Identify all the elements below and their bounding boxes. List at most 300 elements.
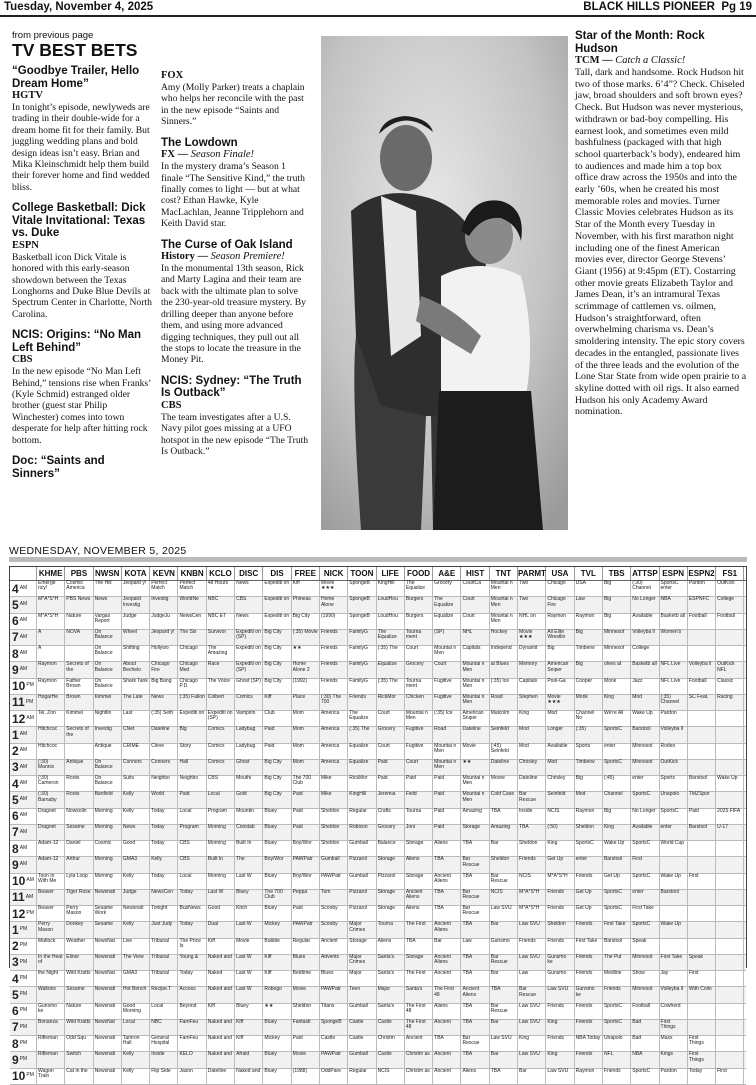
- hour-label: 6: [12, 614, 19, 629]
- listing-cell: Kings: [660, 1052, 688, 1067]
- listing-cell: (SP): [433, 630, 461, 645]
- story-body: Tall, dark and handsome. Rock Hudson hit two of those marks. 6’4”? Check. Chiseled jaw, broad shoulders and soft brown eyes? Check. But Hudson was never mysterious, withdrawn or bad-boy compelling. His earnest look, and sometimes even mild bashfulness (packaged with that high school quarterback’s body), endeared him to audiences and made him a top box office draw across the 1950s and into the early ’60s, when he created his most memorable roles and movies. Turner Classic Movies celebrates Hudson as its Star of the Month every Tuesday in November, with his first marathon night including one of the finest American movies ever, director George Stevens’ Giant (1956) at 9:45pm (ET). Costarring other movie greats Elizabeth Taylor and James Dean, it’s an intramural Texas scrimmage of cattlemen vs. oilmen, Hudson’s straightforward, often overwhelming charisma vs. Dean’s smoldering intensity. The epic story covers decades in the entangled, passionate lives of the three leads and the evolution of the Lone Star State from wide open prairie to a skyline dotted with oil rigs. It also earned Hudson his only Academy Award nomination.: [575, 67, 747, 418]
- listing-cell: SpongeB: [348, 597, 376, 612]
- listing-cell: Aliens: [433, 1004, 461, 1019]
- hour-label: 11: [12, 890, 25, 905]
- listing-cell: TBA: [433, 1036, 461, 1051]
- hour-label: 12: [12, 906, 26, 921]
- listing-cell: TBA: [433, 890, 461, 905]
- listing-cell: Paid: [688, 809, 716, 824]
- listing-cell: Today: [178, 890, 206, 905]
- grid-row: [10, 955, 746, 971]
- listing-cell: ★★: [461, 760, 489, 775]
- listing-cell: NCIS: [377, 1069, 405, 1084]
- listing-cell: Bar: [490, 1020, 518, 1035]
- ampm-label: PM: [19, 926, 28, 933]
- listing-cell: Odd Squ: [65, 1036, 93, 1051]
- tv-listings-grid: [9, 566, 747, 1084]
- listing-cell: [688, 630, 716, 645]
- listing-cell: On Balance: [94, 679, 122, 694]
- listing-cell: Amazing: [461, 809, 489, 824]
- listing-cell: Scooby: [320, 906, 348, 921]
- listing-cell: Aliens: [405, 906, 433, 921]
- listing-cell: NBC: [150, 1020, 178, 1035]
- listing-cell: PAWPatr: [292, 922, 320, 937]
- listing-cell: Mike: [320, 776, 348, 791]
- listing-cell: Paid: [292, 1036, 320, 1051]
- listing-cell: Morning: [207, 874, 235, 889]
- listing-cell: [716, 1020, 744, 1035]
- listing-cell: Big City: [263, 760, 291, 775]
- listing-cell: Mountai n Men: [490, 597, 518, 612]
- time-cell: [10, 597, 37, 612]
- listing-cell: Seinfeld: [546, 792, 574, 807]
- listing-cell: Nowsolin: [65, 809, 93, 824]
- listing-cell: Gumball: [348, 1004, 376, 1019]
- listing-cell: Local: [178, 874, 206, 889]
- listing-cell: Fugitive: [405, 744, 433, 759]
- listing-cell: Comics: [207, 760, 235, 775]
- hour-label: 2: [12, 939, 19, 954]
- story-network: [12, 240, 152, 252]
- listing-cell: College: [716, 597, 744, 612]
- listing-cell: Perfect Match: [150, 581, 178, 596]
- listing-cell: Ancient Aliens: [433, 955, 461, 970]
- listing-cell: WorldNe: [178, 597, 206, 612]
- listing-cell: Wake Up: [660, 874, 688, 889]
- listing-cell: First: [688, 971, 716, 986]
- grid-row: [10, 776, 746, 792]
- listing-cell: FamilyG: [348, 646, 376, 661]
- listing-cell: Perfect Match: [178, 581, 206, 596]
- listing-cell: Law SVU: [546, 987, 574, 1002]
- listing-cell: Equalize: [433, 614, 461, 629]
- listing-cell: Independ: [490, 646, 518, 661]
- listing-cell: Wake Up: [716, 776, 744, 791]
- listing-cell: The Put: [603, 955, 631, 970]
- listing-cell: Conners: [150, 760, 178, 775]
- best-bets-column-1: [12, 30, 152, 489]
- listing-cell: Daniel: [65, 841, 93, 856]
- listing-cell: FamFeu: [178, 1036, 206, 1051]
- listing-cell: Local: [207, 792, 235, 807]
- listing-cell: Titans: [320, 1004, 348, 1019]
- listing-cell: Mountai n Men: [433, 760, 461, 775]
- grid-row: [10, 874, 746, 890]
- listing-cell: TBA: [433, 906, 461, 921]
- channel-header: ESPN2: [688, 569, 715, 578]
- listing-cell: Friends: [575, 922, 603, 937]
- listing-cell: Castle: [348, 1020, 376, 1035]
- listing-cell: First: [631, 857, 659, 872]
- hour-label: 10: [12, 1069, 26, 1084]
- listing-cell: Local: [178, 809, 206, 824]
- listing-cell: (1992): [292, 679, 320, 694]
- listing-cell: Bedtime: [292, 971, 320, 986]
- listing-cell: Good: [207, 906, 235, 921]
- listing-cell: CBS: [207, 776, 235, 791]
- listing-cell: Barstool: [631, 727, 659, 742]
- listing-cell: Advents: [320, 955, 348, 970]
- listing-cell: About Bechelo: [122, 662, 150, 677]
- listing-cell: Amazing: [490, 825, 518, 840]
- listing-cell: Kelly: [122, 922, 150, 937]
- story-tag: Season Premiere!: [210, 251, 285, 263]
- listing-cell: Movie: [292, 987, 320, 1002]
- listing-cell: Paid: [292, 906, 320, 921]
- listing-cell: Comics: [207, 727, 235, 742]
- listing-cell: Speak: [688, 955, 716, 970]
- listing-cell: Volleyba ll: [660, 987, 688, 1002]
- listing-cell: Comics: [207, 744, 235, 759]
- listing-cell: Paid: [377, 776, 405, 791]
- listing-cell: The Late: [122, 695, 150, 710]
- listing-cell: Bonanza: [37, 1020, 65, 1035]
- listing-cell: Kelly: [122, 1052, 150, 1067]
- listing-cell: Expediti on: [178, 711, 206, 726]
- listing-cell: Bluey: [235, 890, 263, 905]
- channel-header: DISC: [235, 567, 263, 580]
- listing-cell: Mountai n Men: [461, 792, 489, 807]
- listing-cell: Dateline: [207, 1069, 235, 1084]
- listing-cell: NewsCen: [150, 890, 178, 905]
- listing-cell: Movie ★★★: [320, 581, 348, 596]
- time-cell: [10, 711, 37, 726]
- best-bets-column-2: [161, 70, 309, 466]
- listing-cell: Ladybug: [235, 744, 263, 759]
- listing-cell: Bluey: [263, 841, 291, 856]
- listing-cell: Naked: [207, 971, 235, 986]
- listing-cell: Chicago Med: [178, 662, 206, 677]
- listing-cell: SportsC: [631, 841, 659, 856]
- listing-cell: Equalize: [377, 662, 405, 677]
- ampm-label: AM: [19, 779, 28, 786]
- listing-cell: TBA: [461, 971, 489, 986]
- listing-cell: at Blues: [490, 662, 518, 677]
- listing-cell: Perry Mason: [65, 906, 93, 921]
- ampm-label: PM: [19, 1023, 28, 1030]
- time-cell: [10, 874, 37, 889]
- listing-cell: Ancient: [320, 939, 348, 954]
- listing-cell: SpongeB: [348, 581, 376, 596]
- listing-cell: Barstool: [603, 857, 631, 872]
- listing-cell: OutKick NFL: [716, 662, 744, 677]
- listing-cell: Gunsmo: [490, 939, 518, 954]
- time-cell: [10, 646, 37, 661]
- listing-cell: Court: [461, 597, 489, 612]
- listing-cell: The Equalize: [377, 630, 405, 645]
- listing-cell: Paid: [405, 776, 433, 791]
- listing-cell: SportsC: [660, 809, 688, 824]
- listing-cell: SportsC: [575, 841, 603, 856]
- listing-cell: Good Morning: [122, 1004, 150, 1019]
- story-title: Doc: “Saints and Sinners”: [12, 455, 105, 480]
- listing-cell: Equalize: [348, 760, 376, 775]
- listing-cell: SportsC: [631, 1069, 659, 1084]
- listing-cell: Medline: [603, 971, 631, 986]
- listing-cell: Bad: [631, 1036, 659, 1051]
- listing-cell: General Hospital: [150, 1036, 178, 1051]
- listing-cell: OutKick: [716, 581, 744, 596]
- listing-cell: Friends: [546, 1036, 574, 1051]
- listing-cell: With Colin: [688, 987, 716, 1002]
- hour-label: 9: [12, 1052, 19, 1067]
- listing-cell: [688, 727, 716, 742]
- listing-cell: Tel. Zon: [37, 711, 65, 726]
- listing-cell: Elinor: [65, 955, 93, 970]
- listing-cell: Minnesot: [631, 744, 659, 759]
- listing-cell: Movie ★★★: [518, 630, 546, 645]
- listing-cell: Boy/Wor: [263, 857, 291, 872]
- listing-cell: Last W: [235, 922, 263, 937]
- listing-cell: Tourna: [405, 809, 433, 824]
- listing-cell: Neighbo: [150, 776, 178, 791]
- listing-cell: Christm as: [405, 1069, 433, 1084]
- listing-cell: Today: [150, 809, 178, 824]
- listing-cell: Volleyba ll: [631, 630, 659, 645]
- story-network: TCM — Catch a Classic!: [575, 55, 686, 66]
- ampm-label: AM: [19, 812, 28, 819]
- listing-cell: Peppa: [292, 890, 320, 905]
- ampm-label: PM: [19, 974, 28, 981]
- listing-cell: Bluey: [263, 1020, 291, 1035]
- listing-cell: Movie: [461, 744, 489, 759]
- listing-cell: Wild Kratts: [65, 971, 93, 986]
- listing-cell: Today: [178, 922, 206, 937]
- listing-cell: [688, 744, 716, 759]
- listing-cell: RickMor: [377, 695, 405, 710]
- listing-cell: News: [122, 825, 150, 840]
- listing-cell: King: [546, 1052, 574, 1067]
- ampm-label: AM: [25, 893, 34, 900]
- listing-cell: Mountai n Men: [461, 679, 489, 694]
- listing-cell: Kiff: [235, 1020, 263, 1035]
- story: [12, 455, 152, 480]
- time-cell: [10, 971, 37, 986]
- listing-cell: Program: [178, 825, 206, 840]
- listing-cell: Investig: [150, 597, 178, 612]
- listing-cell: Raymon: [575, 1069, 603, 1084]
- listing-cell: King: [546, 1020, 574, 1035]
- listing-cell: NewsNat: [94, 1020, 122, 1035]
- listing-cell: Santa's: [377, 1004, 405, 1019]
- listing-cell: Seinfeld: [490, 727, 518, 742]
- listing-cell: PAWPatr: [320, 874, 348, 889]
- listing-cell: Boy/Wor: [292, 874, 320, 889]
- time-cell: [10, 695, 37, 710]
- listing-cell: Tribunal: [150, 955, 178, 970]
- story-title: NCIS: Sydney: “The Truth Is Outback”: [161, 374, 302, 400]
- grid-row: [10, 646, 746, 662]
- listing-cell: [716, 955, 744, 970]
- listing-cell: (:35) Fallon: [178, 695, 206, 710]
- listing-cell: LoudHou: [377, 614, 405, 629]
- listing-cell: Sheldon: [490, 857, 518, 872]
- listing-cell: [716, 1004, 744, 1019]
- listing-cell: NFL: [603, 1052, 631, 1067]
- listing-cell: Place: [292, 695, 320, 710]
- listing-cell: Storage: [461, 825, 489, 840]
- listing-cell: (:30) Mannix: [37, 760, 65, 775]
- listing-cell: [688, 760, 716, 775]
- listing-cell: [688, 1020, 716, 1035]
- ampm-label: AM: [19, 861, 28, 868]
- listing-cell: Sheldon: [320, 825, 348, 840]
- listing-cell: RickMor: [348, 776, 376, 791]
- listing-cell: [688, 646, 716, 661]
- listing-cell: Wake Up: [660, 922, 688, 937]
- story-network: [12, 354, 152, 366]
- listing-cell: The Six: [178, 630, 206, 645]
- listing-cell: Mountai n Men: [433, 744, 461, 759]
- listing-cell: NCIS: [490, 890, 518, 905]
- story-body: In the monumental 13th season, Rick and Marty Lagina and their team are back with the ultimate plan to solve the 230-year-old treasure mystery. By drilling deeper than anyone before them, and using more advanced digging techniques, they pull out all the stops to locate the treasure in the Money Pit.: [161, 263, 306, 366]
- ampm-label: AM: [19, 731, 28, 738]
- listing-cell: Mod: [518, 744, 546, 759]
- listing-cell: Football: [631, 1004, 659, 1019]
- listing-cell: (:35) Channel: [660, 695, 688, 710]
- listing-cell: King: [518, 1036, 546, 1051]
- listing-cell: Tourna ment: [405, 630, 433, 645]
- time-cell: [10, 1004, 37, 1019]
- listing-cell: Balance: [377, 841, 405, 856]
- listing-cell: [688, 1004, 716, 1019]
- listing-cell: Bar: [490, 841, 518, 856]
- listing-cell: Grocery: [377, 825, 405, 840]
- listing-cell: Gunsmo ke: [546, 955, 574, 970]
- listing-cell: (:45): [603, 776, 631, 791]
- listing-cell: Mountai n Men: [433, 646, 461, 661]
- listing-cell: Bar: [490, 971, 518, 986]
- listing-cell: America: [320, 760, 348, 775]
- listing-cell: Bar: [490, 1052, 518, 1067]
- listing-cell: Grocery: [405, 662, 433, 677]
- listing-cell: The Hill: [94, 581, 122, 596]
- listing-cell: Gumball: [320, 857, 348, 872]
- listing-cell: Volleyba ll: [660, 727, 688, 742]
- listing-cell: Lyla Loop: [65, 874, 93, 889]
- listing-cell: In the Heat of: [37, 955, 65, 970]
- listing-cell: enter: [660, 825, 688, 840]
- ampm-label: PM: [19, 942, 28, 949]
- time-cell: [10, 1036, 37, 1051]
- listing-cell: The 700 Club: [292, 776, 320, 791]
- listing-cell: We're All: [603, 711, 631, 726]
- listing-cell: News: [235, 581, 263, 596]
- listing-cell: A: [37, 630, 65, 645]
- ampm-label: PM: [25, 698, 34, 705]
- listing-cell: Hall: [178, 760, 206, 775]
- listing-cell: King: [603, 695, 631, 710]
- listing-cell: Tribunal: [150, 939, 178, 954]
- hour-label: 1: [12, 922, 19, 937]
- listing-cell: Good: [122, 841, 150, 856]
- listing-cell: Storage: [405, 841, 433, 856]
- listing-cell: Friends: [518, 857, 546, 872]
- listing-cell: [716, 939, 744, 954]
- listing-cell: Mod: [631, 695, 659, 710]
- listing-cell: Blues: [320, 971, 348, 986]
- listing-cell: Major: [377, 987, 405, 1002]
- listing-cell: Naked and: [207, 1052, 235, 1067]
- listing-cell: Storage: [405, 955, 433, 970]
- channel-header: KCLO: [207, 567, 235, 580]
- listing-cell: American Sniper: [546, 662, 574, 677]
- listing-cell: (:35) Seth: [150, 711, 178, 726]
- listing-cell: Young &: [178, 955, 206, 970]
- listing-cell: Castle: [348, 1036, 376, 1051]
- listing-cell: Major Crimes: [348, 955, 376, 970]
- listing-cell: Mom: [292, 760, 320, 775]
- grid-row: [10, 971, 746, 987]
- story-title: “Goodbye Trailer, Hello Dream Home”: [12, 65, 140, 90]
- listing-cell: Fantasti: [292, 1020, 320, 1035]
- story: [12, 65, 152, 193]
- listing-cell: GMA3: [122, 857, 150, 872]
- ampm-label: AM: [19, 633, 28, 640]
- listing-cell: enter: [631, 890, 659, 905]
- listing-cell: Friends: [320, 662, 348, 677]
- listing-cell: Hitchcoc: [37, 744, 65, 759]
- listing-cell: Bar Rescue: [461, 890, 489, 905]
- listing-cell: Speak: [631, 939, 659, 954]
- listing-cell: Robison: [348, 825, 376, 840]
- listing-cell: Bar Rescue: [490, 874, 518, 889]
- listing-cell: ★★: [263, 1004, 291, 1019]
- listing-cell: Memory: [518, 662, 546, 677]
- listing-cell: Mickey: [263, 1036, 291, 1051]
- hour-label: 3: [12, 955, 19, 970]
- listing-cell: Big City: [292, 614, 320, 629]
- listing-cell: NHL: [461, 630, 489, 645]
- listing-cell: Rifleman: [37, 1052, 65, 1067]
- listing-cell: Court: [405, 760, 433, 775]
- time-cell: [10, 776, 37, 791]
- listing-cell: Morning: [94, 825, 122, 840]
- listing-cell: CourtCa: [461, 581, 489, 596]
- listing-cell: Kelly: [150, 857, 178, 872]
- listing-cell: Gunsmo ke: [37, 1004, 65, 1019]
- listing-cell: Kiff: [207, 939, 235, 954]
- listing-cell: Minnesot: [603, 646, 631, 661]
- listing-cell: Big: [575, 630, 603, 645]
- listing-cell: Teen: [348, 987, 376, 1002]
- listing-cell: Jeremia: [377, 792, 405, 807]
- time-cell: [10, 906, 37, 921]
- listing-cell: Scooby: [320, 922, 348, 937]
- listing-cell: Tourna ment: [405, 679, 433, 694]
- grid-row: [10, 597, 746, 613]
- listing-cell: Get Up: [603, 874, 631, 889]
- listing-cell: Law SVU: [518, 1020, 546, 1035]
- grid-divider-bar: [9, 557, 747, 562]
- listing-cell: Dragnet: [37, 825, 65, 840]
- listing-cell: Morning: [94, 857, 122, 872]
- header-paper-page: [583, 1, 752, 13]
- listing-cell: Ancient: [433, 1069, 461, 1084]
- listing-cell: Newsnati: [94, 955, 122, 970]
- listing-cell: Football: [688, 614, 716, 629]
- ampm-label: PM: [19, 1007, 28, 1014]
- channel-header-row: [10, 567, 746, 581]
- listing-cell: TBA: [461, 1020, 489, 1035]
- grid-row: [10, 809, 746, 825]
- listing-cell: Law SVU: [518, 1004, 546, 1019]
- listing-cell: (:35): [575, 727, 603, 742]
- listing-cell: Available: [546, 744, 574, 759]
- listing-cell: Recipe.T: [150, 987, 178, 1002]
- listing-cell: Ladybug: [235, 727, 263, 742]
